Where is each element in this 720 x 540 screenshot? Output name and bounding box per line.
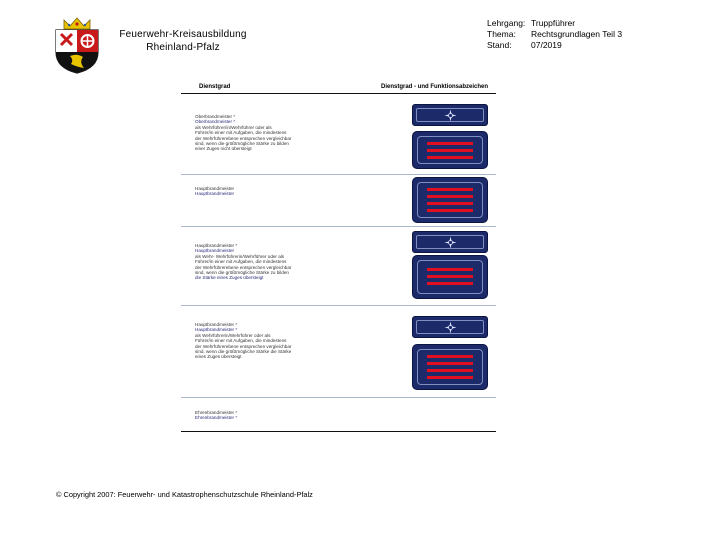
org-line-2: Rheinland-Pfalz xyxy=(146,42,220,53)
meta-value: 07/2019 xyxy=(531,40,562,50)
meta-value: Rechtsgrundlagen Teil 3 xyxy=(531,29,623,39)
desc-line: Hauptbrandmeister xyxy=(195,186,235,191)
desc-line: sind, wenn die größtmögliche Stärke zu bilden xyxy=(195,141,289,147)
desc-line: der Wehrführerebene entsprechen vergleichbar xyxy=(195,135,292,141)
rank-stripe xyxy=(427,195,473,198)
rank-description xyxy=(195,114,373,152)
desc-line: die Stärke eines Zuges übersteigt xyxy=(195,275,264,281)
table-bottom-line xyxy=(181,431,496,432)
meta-key: Thema: xyxy=(487,29,516,39)
rank-stripe xyxy=(427,142,473,145)
rank-stripe xyxy=(427,202,473,205)
copyright-footer: © Copyright 2007: Feuerwehr- und Katastrophenschutzschule Rheinland-Pfalz xyxy=(56,490,313,499)
meta-row-course xyxy=(487,18,622,29)
rank-stripe xyxy=(427,149,473,152)
desc-line: der Wehrführerebene entsprechen vergleichbar xyxy=(195,343,292,349)
desc-line: Hauptbrandmeister * xyxy=(195,322,238,327)
desc-line: Hauptbrandmeister * xyxy=(195,327,238,333)
rank-description xyxy=(195,410,373,421)
rank-stripe xyxy=(427,376,473,379)
desc-line: eines Zuges übersteigt xyxy=(195,354,242,360)
rank-table xyxy=(181,80,496,432)
insignia-stripes-badge xyxy=(412,131,488,169)
column-header-insignia: Dienstgrad - und Funktionsabzeichen xyxy=(381,84,489,90)
insignia-stripes-badge xyxy=(412,344,488,390)
insignia-stripes-badge xyxy=(412,177,488,223)
coat-of-arms-logo xyxy=(50,14,104,74)
desc-line: Oberbrandmeister * xyxy=(195,114,236,119)
desc-line: als Wehr- Wehrführerin/Wehrführer oder als xyxy=(195,253,285,259)
desc-line: Führer/in einer mit Aufgaben, die mindestens xyxy=(195,130,287,136)
meta-key: Stand: xyxy=(487,40,512,50)
insignia-star-badge xyxy=(412,316,488,338)
row-divider xyxy=(181,174,496,175)
desc-line: als Wehrführerin/Wehrführer oder als xyxy=(195,332,271,338)
rank-stripe xyxy=(427,209,473,212)
meta-key: Lehrgang: xyxy=(487,18,526,28)
rank-stripe xyxy=(427,156,473,159)
organization-name xyxy=(108,28,258,54)
desc-line: Ehrenbrandmeister * xyxy=(195,410,238,415)
insignia-star-badge xyxy=(412,231,488,253)
meta-row-date xyxy=(487,40,622,51)
desc-line: sind, wenn die größtmögliche Stärke zu bilden xyxy=(195,270,289,276)
row-divider xyxy=(181,305,496,306)
desc-line: als Wehrführer/in/Wehrführer oder als xyxy=(195,124,272,130)
desc-line: Hauptbrandmeister xyxy=(195,248,235,254)
desc-line: der Wehrführerebene entsprechen vergleichbar xyxy=(195,264,292,270)
meta-value: Truppführer xyxy=(531,18,576,28)
star-icon xyxy=(444,109,457,122)
desc-line: sind, wenn die größtmögliche Stärke die Stärke xyxy=(195,349,292,355)
rank-stripe xyxy=(427,355,473,358)
desc-line: Führer/in einer mit Aufgaben, die mindestens xyxy=(195,259,287,265)
rank-description xyxy=(195,322,373,360)
row-divider xyxy=(181,226,496,227)
rank-description xyxy=(195,186,373,197)
desc-line: Hauptbrandmeister * xyxy=(195,243,238,248)
rank-stripe xyxy=(427,362,473,365)
rank-stripe xyxy=(427,188,473,191)
rank-stripe xyxy=(427,275,473,278)
row-divider xyxy=(181,397,496,398)
insignia-star-badge xyxy=(412,104,488,126)
star-icon xyxy=(444,321,457,334)
rank-description xyxy=(195,243,373,281)
rank-stripe xyxy=(427,282,473,285)
org-line-1: Feuerwehr-Kreisausbildung xyxy=(119,29,247,40)
star-icon xyxy=(444,236,457,249)
column-header-rank: Dienstgrad xyxy=(199,84,231,90)
course-info xyxy=(487,18,622,51)
header-divider xyxy=(181,93,496,94)
desc-line: Hauptbrandmeister xyxy=(195,191,235,197)
desc-line: einer Zuges nicht übersteigt xyxy=(195,146,252,152)
desc-line: Oberbrandmeister * xyxy=(195,119,236,125)
meta-row-topic xyxy=(487,29,622,40)
rank-stripe xyxy=(427,369,473,372)
desc-line: Ehrenbrandmeister * xyxy=(195,415,238,421)
desc-line: Führer/in einer mit Aufgaben, die mindestens xyxy=(195,338,287,344)
insignia-stripes-badge xyxy=(412,255,488,299)
rank-stripe xyxy=(427,268,473,271)
